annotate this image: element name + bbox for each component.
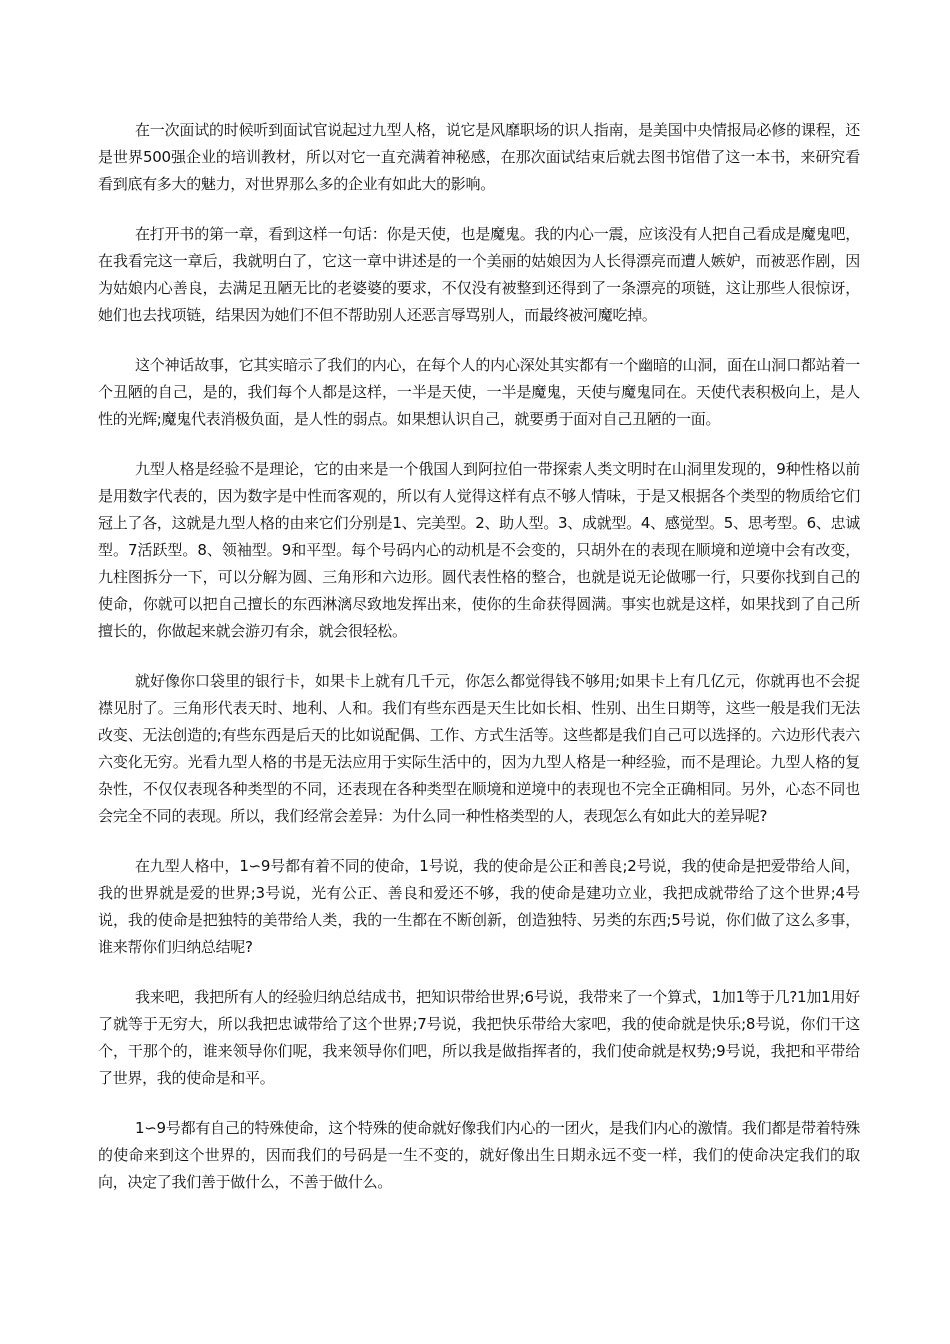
paragraph: 在九型人格中，1∽9号都有着不同的使命，1号说，我的使命是公正和善良;2号说，我的使命是把爱带给人间，我的世界就是爱的世界;3号说，光有公正、善良和爱还不够，我的使命是建功立业，我把成就带给了这个世界;4号说，我的使命是把独特的美带给人类，我的一生都在不断创新，创造独特、另类的东西;5号说，你们做了这么多事，谁来帮你们归纳总结呢?: [98, 857, 860, 956]
paragraph: 这个神话故事，它其实暗示了我们的内心，在每个人的内心深处其实都有一个幽暗的山洞，面在山洞口都站着一个丑陋的自己，是的，我们每个人都是这样，一半是天使，一半是魔鬼，天使与魔鬼同在。天使代表积极向上，是人性的光辉;魔鬼代表消极负面，是人性的弱点。如果想认识自己，就要勇于面对自己丑陋的一面。: [98, 356, 860, 428]
paragraph: 1∽9号都有自己的特殊使命，这个特殊的使命就好像我们内心的一团火，是我们内心的激情。我们都是带着特殊的使命来到这个世界的，因而我们的号码是一生不变的，就好像出生日期永远不变一样，我们的使命决定我们的取向，决定了我们善于做什么，不善于做什么。: [98, 1119, 860, 1191]
paragraph: 在一次面试的时候听到面试官说起过九型人格，说它是风靡职场的识人指南，是美国中央情报局必修的课程，还是世界500强企业的培训教材，所以对它一直充满着神秘感，在那次面试结束后就去图书馆借了这一本书，来研究看看到底有多大的魅力，对世界那么多的企业有如此大的影响。: [98, 121, 860, 193]
paragraph: 九型人格是经验不是理论，它的由来是一个俄国人到阿拉伯一带探索人类文明时在山洞里发现的，9种性格以前是用数字代表的，因为数字是中性而客观的，所以有人觉得这样有点不够人情味，于是又根据各个类型的物质给它们冠上了各，这就是九型人格的由来它们分别是1、完美型。2、助人型。3、成就型。4、感觉型。5、思考型。6、忠诚型。7活跃型。8、领袖型。9和平型。每个号码内心的动机是不会变的，只胡外在的表现在顺境和逆境中会有改变，九柱图拆分一下，可以分解为圆、三角形和六边形。圆代表性格的整合，也就是说无论做哪一行，只要你找到自己的使命，你就可以把自己擅长的东西淋漓尽致地发挥出来，使你的生命获得圆满。事实也就是这样，如果找到了自己所擅长的，你做起来就会游刃有余，就会很轻松。: [98, 460, 860, 640]
paragraph: 就好像你口袋里的银行卡，如果卡上就有几千元，你怎么都觉得钱不够用;如果卡上有几亿元，你就再也不会捉襟见肘了。三角形代表天时、地利、人和。我们有些东西是天生比如长相、性别、出生日期等，这些一般是我们无法改变、无法创造的;有些东西是后天的比如说配偶、工作、方式生活等。这些都是我们自己可以选择的。六边形代表六六变化无穷。光看九型人格的书是无法应用于实际生活中的，因为九型人格是一种经验，而不是理论。九型人格的复杂性，不仅仅表现各种类型的不同，还表现在各种类型在顺境和逆境中的表现也不完全正确相同。另外，心态不同也会完全不同的表现。所以，我们经常会差异：为什么同一种性格类型的人，表现怎么有如此大的差异呢?: [98, 672, 860, 825]
paragraph: 在打开书的第一章，看到这样一句话：你是天使，也是魔鬼。我的内心一震，应该没有人把自己看成是魔鬼吧，在我看完这一章后，我就明白了，它这一章中讲述是的一个美丽的姑娘因为人长得漂亮而遭人嫉妒，而被恶作剧，因为姑娘内心善良，去满足丑陋无比的老婆婆的要求，不仅没有被整到还得到了一条漂亮的项链，这让那些人很惊讶，她们也去找项链，结果因为她们不但不帮助别人还恶言辱骂别人，而最终被河魔吃掉。: [98, 225, 860, 324]
paragraph: 我来吧，我把所有人的经验归纳总结成书，把知识带给世界;6号说，我带来了一个算式，1加1等于几?1加1用好了就等于无穷大，所以我把忠诚带给了这个世界;7号说，我把快乐带给大家吧，我的使命就是快乐;8号说，你们干这个，干那个的，谁来领导你们呢，我来领导你们吧，所以我是做指挥者的，我们使命就是权势;9号说，我把和平带给了世界，我的使命是和平。: [98, 988, 860, 1087]
document-body: [98, 117, 860, 1219]
